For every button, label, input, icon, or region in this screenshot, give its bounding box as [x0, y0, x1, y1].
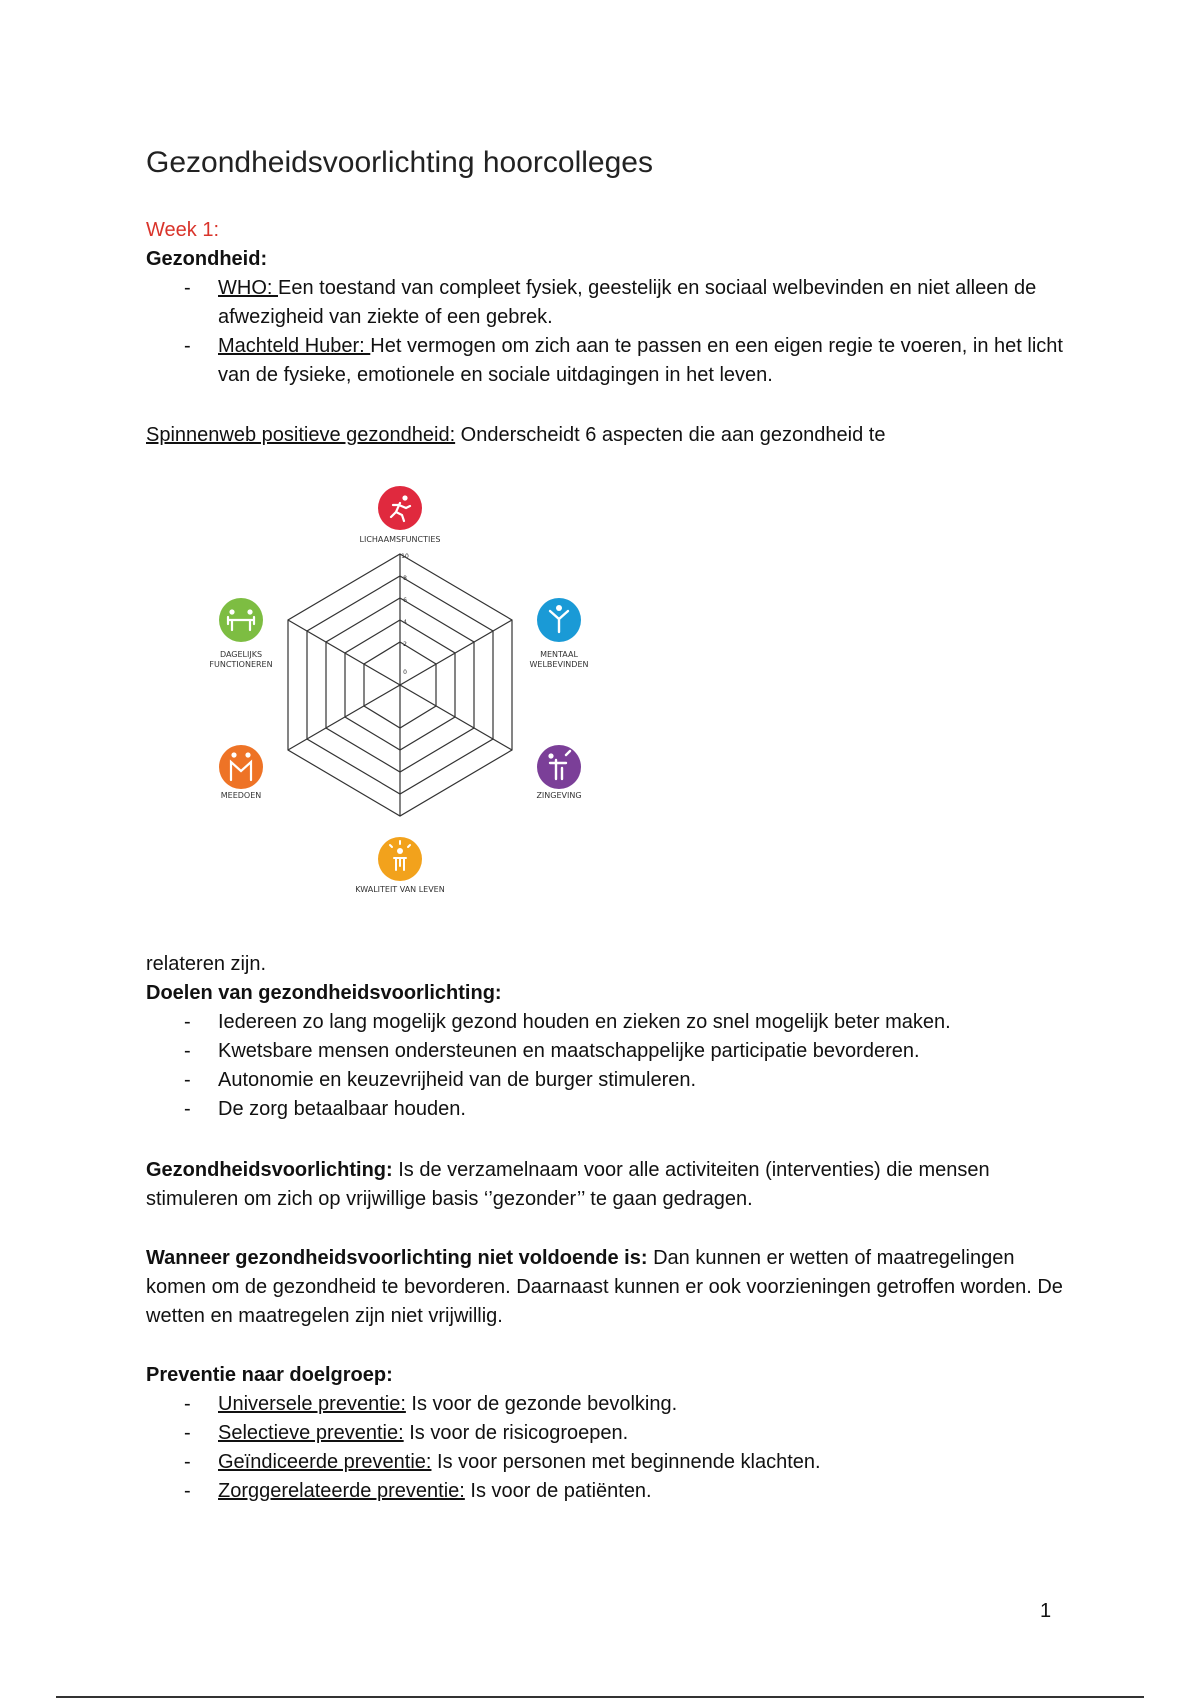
preventie-item: [146, 1419, 1066, 1448]
scale-tick: 4: [403, 619, 407, 626]
footer-divider: [56, 1696, 1144, 1698]
doelen-item: - Iedereen zo lang mogelijk gezond houden en zieken zo snel mogelijk beter maken.: [146, 1008, 1066, 1037]
gezondheidsvoorlichting-paragraph: [146, 1156, 1066, 1214]
scale-tick: 2: [403, 641, 407, 648]
preventie-section: [146, 1361, 1066, 1506]
scale-tick: 8: [403, 575, 407, 582]
definition-text: Het vermogen om zich aan te passen en een eigen regie te voeren, in het licht van de fysieke, emotionele en sociale uitdagingen in het leven.: [218, 335, 1063, 386]
doelen-item: - Kwetsbare mensen ondersteunen en maatschappelijke participatie bevorderen.: [146, 1037, 1066, 1066]
gv-term: Gezondheidsvoorlichting:: [146, 1159, 393, 1181]
zingeving-label: ZINGEVING: [536, 791, 582, 800]
spinnenweb-diagram: [146, 474, 606, 924]
kwaliteit-van-leven-node: [355, 837, 444, 894]
preventie-term: Selectieve preventie:: [218, 1422, 404, 1444]
preventie-term: Universele preventie:: [218, 1393, 406, 1415]
week-label: Week 1:: [146, 219, 219, 241]
preventie-list: [146, 1390, 1066, 1506]
page-number: 1: [1040, 1600, 1052, 1622]
preventie-text: Is voor personen met beginnende klachten.: [431, 1451, 821, 1473]
spinnenweb-continuation: relateren zijn.: [146, 953, 267, 975]
definition-term: Machteld Huber:: [218, 335, 371, 357]
preventie-heading: Preventie naar doelgroep:: [146, 1364, 393, 1386]
dagelijks-label-line2: FUNCTIONEREN: [209, 660, 273, 669]
kwaliteit-label: KWALITEIT VAN LEVEN: [355, 885, 445, 894]
definition-text: Een toestand van compleet fysiek, geestelijk en sociaal welbevinden en niet alleen de afwezigheid van ziekte of een gebrek.: [218, 277, 1037, 328]
definition-list: [146, 274, 1066, 390]
wanneer-term: Wanneer gezondheidsvoorlichting niet voldoende is:: [146, 1247, 648, 1269]
doelen-list: [146, 1008, 1066, 1124]
preventie-item: [146, 1448, 1066, 1477]
dagelijks-label-line1: DAGELIJKS: [219, 650, 263, 659]
running-person-icon: [378, 486, 422, 530]
lichaamsfuncties-node: [360, 486, 441, 544]
definition-term: WHO:: [218, 277, 278, 299]
scale-tick: 6: [403, 597, 407, 604]
wanneer-paragraph: [146, 1244, 1066, 1331]
gv-text: Is de verzamelnaam voor alle activiteiten (interventies) die mensen stimuleren om zich op vrijwillige basis ‘’gezonder’’ te gaan gedragen.: [146, 1159, 990, 1210]
gezondheid-section: [146, 216, 1066, 390]
web-hexagons: [288, 554, 512, 816]
preventie-term: Zorggerelateerde preventie:: [218, 1480, 465, 1502]
person-pointing-icon: [537, 745, 581, 789]
preventie-item: [146, 1477, 1066, 1506]
doelen-heading: Doelen van gezondheidsvoorlichting:: [146, 982, 502, 1004]
preventie-item: [146, 1390, 1066, 1419]
two-people-icon: [219, 745, 263, 789]
definition-item: [146, 332, 1066, 390]
page-title: Gezondheidsvoorlichting hoorcolleges: [146, 146, 653, 179]
preventie-term: Geïndiceerde preventie:: [218, 1451, 432, 1473]
dagelijks-functioneren-node: [209, 598, 272, 669]
scale-tick: 10: [401, 553, 409, 560]
doelen-item: - De zorg betaalbaar houden.: [146, 1095, 1066, 1124]
meedoen-node: [219, 745, 263, 800]
scale-tick: 0: [403, 669, 407, 676]
doelen-item: - Autonomie en keuzevrijheid van de burger stimuleren.: [146, 1066, 1066, 1095]
preventie-text: Is voor de patiënten.: [464, 1480, 652, 1502]
definition-item: [146, 274, 1066, 332]
gezondheid-heading: Gezondheid:: [146, 248, 268, 270]
wanneer-text: Dan kunnen er wetten of maatregelingen komen om de gezondheid te bevorderen. Daarnaast kunnen er ook voorzieningen getroffen worden. De wetten en maatregelen zijn niet vrijwillig.: [146, 1247, 1063, 1327]
lichaamsfuncties-label: LICHAAMSFUNCTIES: [359, 535, 441, 544]
doelen-section: [146, 950, 1066, 1124]
meedoen-label: MEEDOEN: [220, 791, 262, 800]
spinnenweb-text: Onderscheidt 6 aspecten die aan gezondheid te: [455, 424, 886, 446]
preventie-text: Is voor de gezonde bevolking.: [405, 1393, 678, 1415]
zingeving-node: [536, 745, 581, 800]
scale-labels: [401, 553, 409, 676]
mentaal-label-line1: MENTAAL: [540, 650, 578, 659]
mentaal-label-line2: WELBEVINDEN: [529, 660, 589, 669]
spinnenweb-paragraph: [146, 421, 1066, 450]
mentaal-welbevinden-node: [530, 598, 589, 669]
spinnenweb-term: Spinnenweb positieve gezondheid:: [146, 424, 456, 446]
preventie-text: Is voor de risicogroepen.: [403, 1422, 629, 1444]
